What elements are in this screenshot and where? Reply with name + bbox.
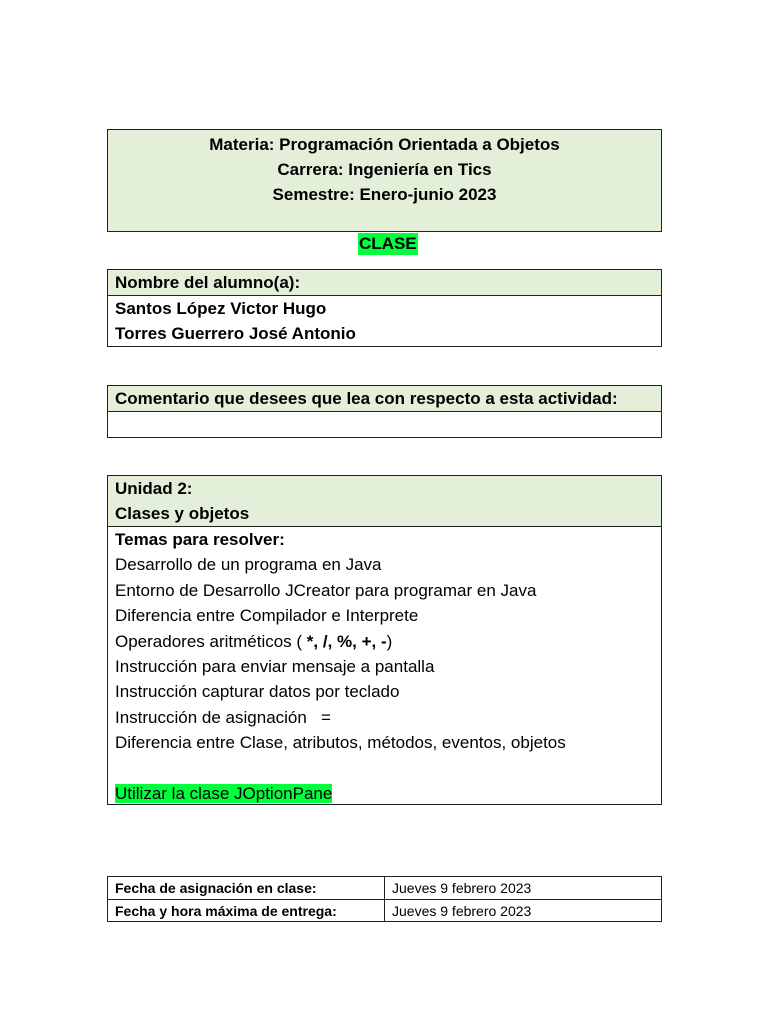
deadline-label: Fecha y hora máxima de entrega: xyxy=(108,900,385,923)
clase-label: CLASE xyxy=(359,234,417,253)
unit-table xyxy=(107,475,662,805)
topic-item-text: Operadores aritméticos ( xyxy=(115,631,307,651)
table-row xyxy=(108,877,661,900)
topic-item: Instrucción de asignación = xyxy=(115,707,331,727)
student-name: Santos López Victor Hugo xyxy=(115,299,327,318)
topic-item: Instrucción para enviar mensaje a pantalla xyxy=(115,657,435,677)
course-header xyxy=(107,129,662,232)
unit-subtitle: Clases y objetos xyxy=(115,504,250,523)
carrera-text: Carrera: Ingeniería en Tics xyxy=(277,160,492,179)
note-line xyxy=(115,781,654,806)
topics-heading: Temas para resolver: xyxy=(115,530,285,549)
table-row xyxy=(108,900,661,923)
topic-item: Entorno de Desarrollo JCreator para programar en Java xyxy=(115,580,537,600)
topic-item: Desarrollo de un programa en Java xyxy=(115,555,382,575)
comment-table xyxy=(107,385,662,438)
deadline-value: Jueves 9 febrero 2023 xyxy=(392,903,532,919)
student-name: Torres Guerrero José Antonio xyxy=(115,324,356,343)
topic-item: Instrucción capturar datos por teclado xyxy=(115,682,400,702)
comment-field[interactable] xyxy=(108,412,661,438)
topic-item: Diferencia entre Clase, atributos, métodos, eventos, objetos xyxy=(115,733,566,753)
operators-close: ) xyxy=(386,631,393,651)
topic-item-operators xyxy=(115,629,654,654)
student-names xyxy=(108,296,661,346)
assignment-date-label: Fecha de asignación en clase: xyxy=(108,877,385,900)
semestre-text: Semestre: Enero-junio 2023 xyxy=(272,185,497,204)
unit-title: Unidad 2: xyxy=(115,479,193,498)
materia-text: Materia: Programación Orientada a Objetos xyxy=(209,135,560,154)
operators-bold: *, /, %, +, - xyxy=(306,631,387,651)
topic-item: Diferencia entre Compilador e Interprete xyxy=(115,606,419,626)
dates-table xyxy=(107,876,662,922)
comment-heading: Comentario que desees que lea con respecto a esta actividad: xyxy=(108,386,661,412)
assignment-date-value: Jueves 9 febrero 2023 xyxy=(385,877,662,900)
student-names-table xyxy=(107,269,662,347)
student-heading: Nombre del alumno(a): xyxy=(108,270,661,296)
spacer xyxy=(115,756,654,781)
unit-topics xyxy=(108,527,661,806)
joptionpane-note: Utilizar la clase JOptionPane xyxy=(115,783,333,803)
unit-heading xyxy=(108,476,661,527)
